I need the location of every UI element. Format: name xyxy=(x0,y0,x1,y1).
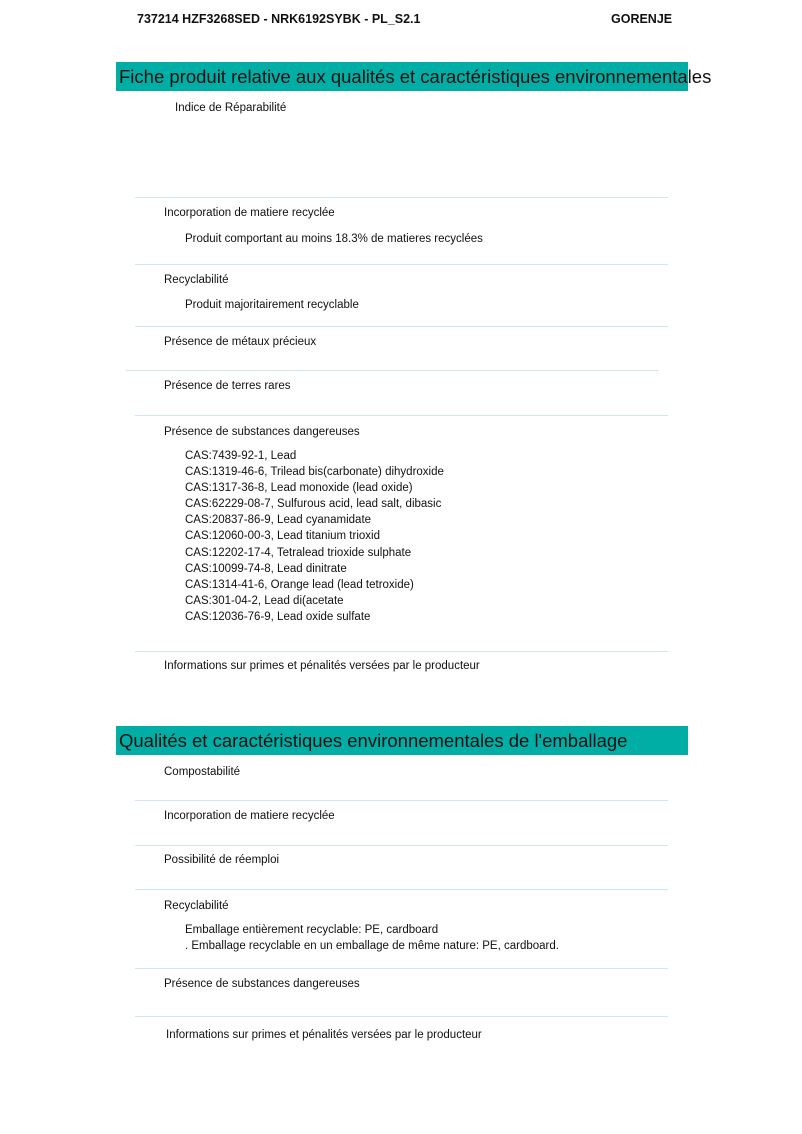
hazardous-substance-item: CAS:12202-17-4, Tetralead trioxide sulphate xyxy=(185,546,412,559)
divider xyxy=(135,264,668,265)
hazardous-substance-item: CAS:62229-08-7, Sulfurous acid, lead salt, dibasic xyxy=(185,498,442,511)
divider xyxy=(135,968,668,969)
packaging-section-title: Qualités et caractéristiques environnementales de l'emballage xyxy=(116,726,688,755)
hazardous-substance-item: CAS:12060-00-3, Lead titanium trioxid xyxy=(185,530,380,543)
hazardous-substance-item: CAS:20837-86-9, Lead cyanamidate xyxy=(185,514,372,527)
packaging-bonus-label: Informations sur primes et pénalités versées par le producteur xyxy=(166,1029,482,1041)
divider xyxy=(135,415,668,416)
hazardous-substance-item: CAS:1317-36-8, Lead monoxide (lead oxide) xyxy=(185,482,413,495)
divider xyxy=(126,370,659,371)
divider xyxy=(135,800,668,801)
product-section-title: Fiche produit relative aux qualités et caractéristiques environnementales xyxy=(116,62,688,91)
recyclability-value: Produit majoritairement recyclable xyxy=(185,299,359,311)
packaging-recycled-label: Incorporation de matiere recyclée xyxy=(164,810,335,822)
divider xyxy=(135,326,668,327)
hazardous-substance-item: CAS:7439-92-1, Lead xyxy=(185,450,297,462)
divider xyxy=(135,1016,668,1017)
hazardous-label: Présence de substances dangereuses xyxy=(164,426,360,438)
hazardous-substance-item: CAS:1319-46-6, Trilead bis(carbonate) dihydroxide xyxy=(185,466,444,479)
divider xyxy=(135,845,668,846)
hazardous-substances-list xyxy=(185,448,444,625)
repairability-label: Indice de Réparabilité xyxy=(175,102,287,114)
rare-earths-label: Présence de terres rares xyxy=(164,380,291,392)
brand-name: GORENJE xyxy=(611,12,673,26)
recycled-label: Incorporation de matiere recyclée xyxy=(164,207,335,219)
precious-metals-label: Présence de métaux précieux xyxy=(164,336,317,348)
packaging-recyclability-label: Recyclabilité xyxy=(164,900,229,912)
packaging-recyclability-value: . Emballage recyclable en un emballage de même nature: PE, cardboard. xyxy=(185,940,559,952)
recycled-value: Produit comportant au moins 18.3% de matieres recyclées xyxy=(185,233,483,245)
hazardous-substance-item: CAS:1314-41-6, Orange lead (lead tetroxide) xyxy=(185,578,414,591)
divider xyxy=(135,889,668,890)
compostability-label: Compostabilité xyxy=(164,766,241,778)
hazardous-substance-item: CAS:301-04-2, Lead di(acetate xyxy=(185,594,344,607)
divider xyxy=(135,197,668,198)
packaging-recyclability-value: Emballage entièrement recyclable: PE, cardboard xyxy=(185,924,439,936)
hazardous-substance-item: CAS:12036-76-9, Lead oxide sulfate xyxy=(185,610,371,623)
recyclability-label: Recyclabilité xyxy=(164,274,229,286)
hazardous-substance-item: CAS:10099-74-8, Lead dinitrate xyxy=(185,562,347,575)
document-reference: 737214 HZF3268SED - NRK6192SYBK - PL_S2.1 xyxy=(137,12,421,26)
reuse-label: Possibilité de réemploi xyxy=(164,854,280,866)
bonus-label: Informations sur primes et pénalités versées par le producteur xyxy=(164,660,480,672)
packaging-hazardous-label: Présence de substances dangereuses xyxy=(164,978,360,990)
divider xyxy=(135,651,668,652)
